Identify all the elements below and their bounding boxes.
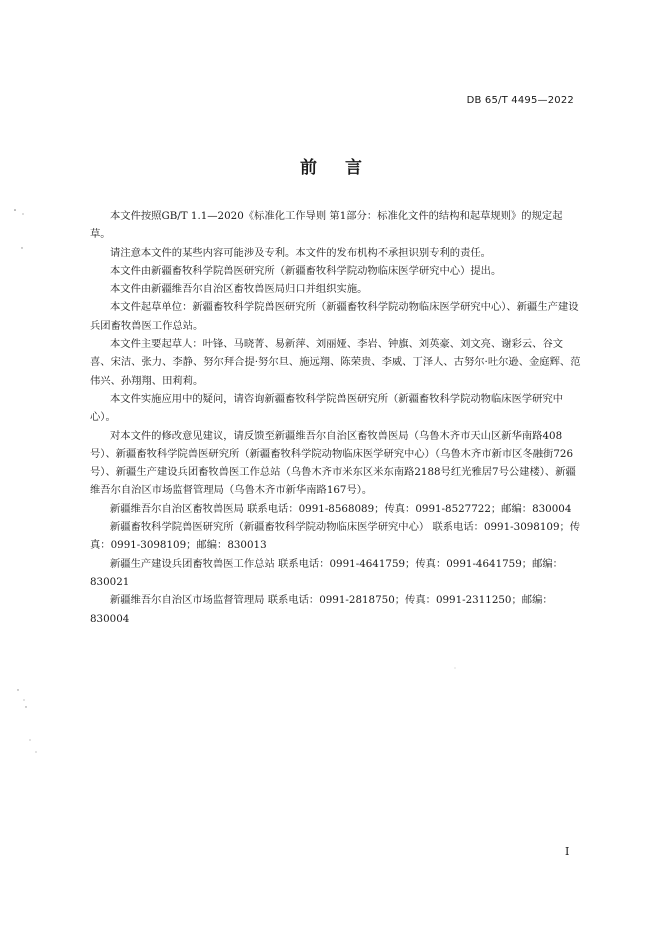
paragraph-patent-notice: 请注意本文件的某些内容可能涉及专利。本文件的发布机构不承担识别专利的责任。 (110, 246, 491, 259)
contact-line-animal-husbandry-bureau: 新疆维吾尔自治区畜牧兽医局 联系电话：0991-8568089；传真：0991-8527722；邮编：830004 (110, 502, 572, 515)
paragraph-drafting-rules: 本文件按照GB/T 1.1—2020《标准化工作导则 第1部分：标准化文件的结构和起草规则》的规定起草。 (90, 210, 563, 241)
paragraph-inquiry: 本文件实施应用中的疑问，请咨询新疆畜牧科学院兽医研究所（新疆畜牧科学院动物临床医学研究中心）。 (90, 392, 564, 424)
contact-line-corps-station: 新疆生产建设兵团畜牧兽医工作总站 联系电话：0991-4641759；传真：0991-4641759；邮编：830021 (90, 557, 563, 588)
contact-line-veterinary-institute: 新疆畜牧科学院兽医研究所（新疆畜牧科学院动物临床医学研究中心） 联系电话：0991-3098109；传真：0991-3098109；邮编：830013 (90, 521, 581, 552)
page-title: 前言 (300, 158, 390, 178)
paragraph-administration: 本文件由新疆维吾尔自治区畜牧兽医局归口并组织实施。 (110, 283, 368, 296)
paragraph-proposer: 本文件由新疆畜牧科学院兽医研究所（新疆畜牧科学院动物临床医学研究中心）提出。 (110, 264, 502, 277)
standard-code: DB 65/T 4495—2022 (466, 95, 574, 106)
paragraph-drafters: 本文件主要起草人：叶锋、马晓菁、易新萍、刘丽娅、李岩、钟旗、刘英豪、刘文亮、谢彩云、谷文喜、宋洁、张力、李静、努尔拜合提·努尔旦、施远翔、陈荣贵、李威、丁泽人、古努尔·吐尔逊、金庭辉、范伟兴、孙翔翔、田莉莉。 (90, 338, 581, 387)
paragraph-drafting-units: 本文件起草单位：新疆畜牧科学院兽医研究所（新疆畜牧科学院动物临床医学研究中心）、新疆生产建设兵团畜牧兽医工作总站。 (90, 301, 579, 332)
foreword-body (90, 207, 582, 628)
page-number: I (565, 845, 570, 858)
contact-line-market-supervision: 新疆维吾尔自治区市场监督管理局 联系电话：0991-2818750；传真：0991-2311250；邮编：830004 (90, 594, 553, 625)
paragraph-feedback: 对本文件的修改意见建议，请反馈至新疆维吾尔自治区畜牧兽医局（乌鲁木齐市天山区新华南路408号）、新疆畜牧科学院兽医研究所（新疆畜牧科学院动物临床医学研究中心）（乌鲁木齐市新市区冬融街726号）、新疆生产建设兵团畜牧兽医工作总站（乌鲁木齐市米东区米东南路2188号红光雅居7号公建楼）、新疆维吾尔自治区市场监督管理局（乌鲁木齐市新华南路167号）。 (90, 429, 576, 497)
